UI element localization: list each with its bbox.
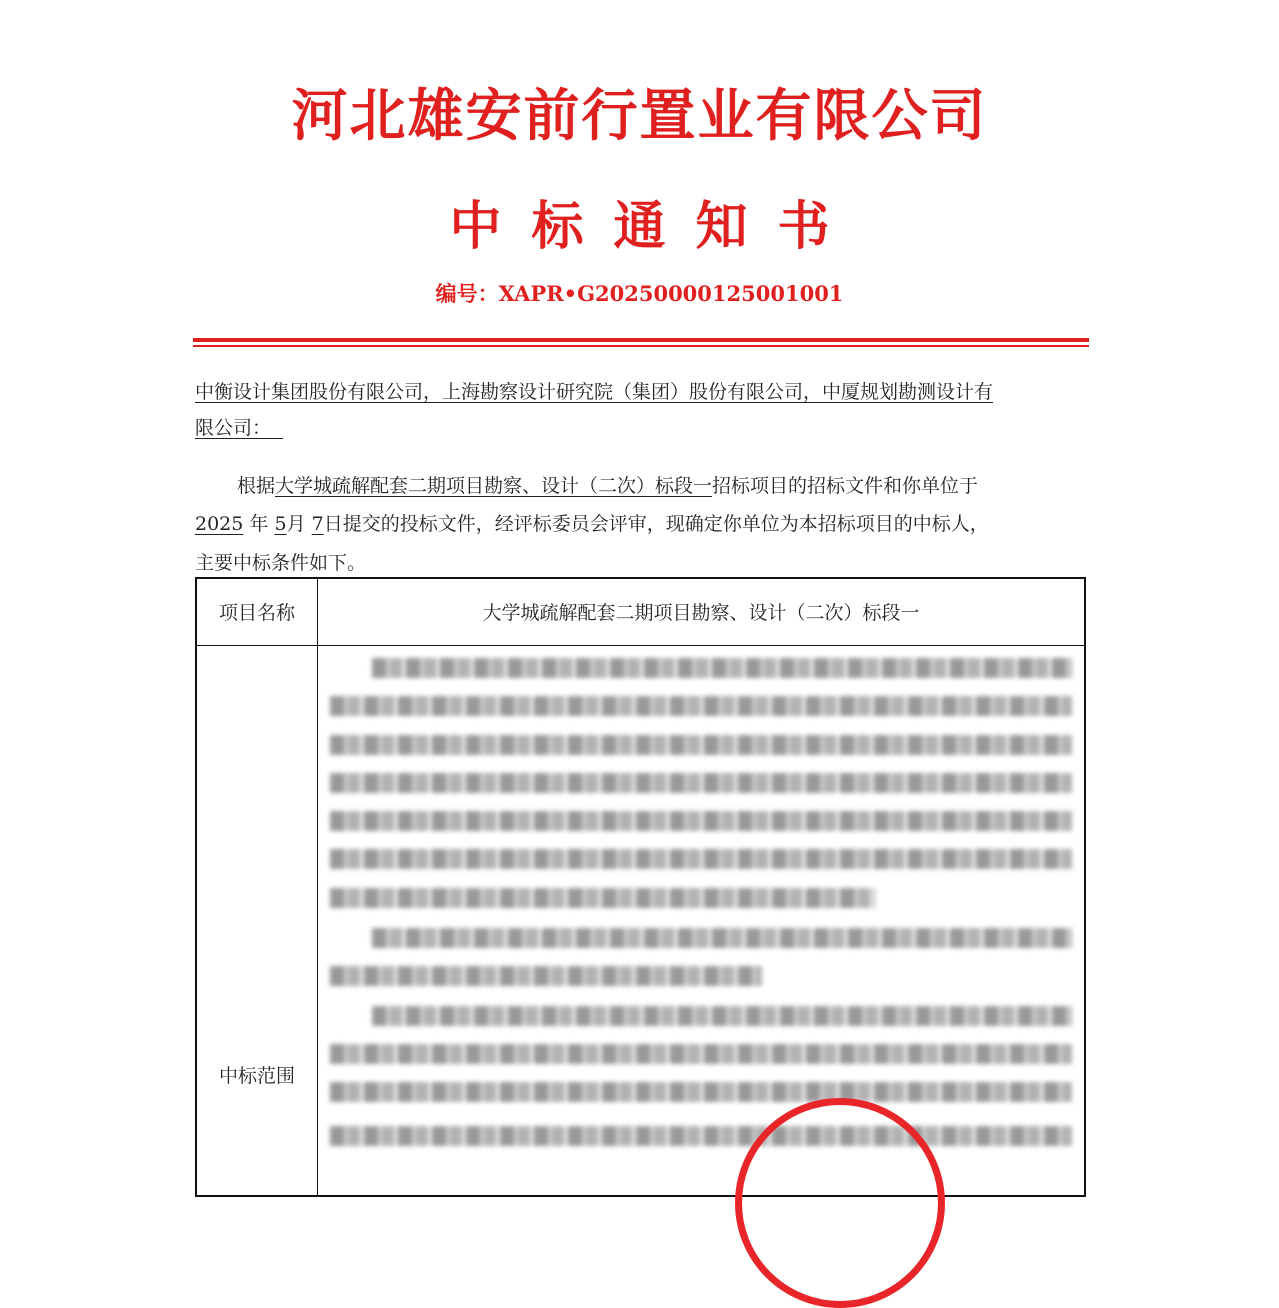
month: 5: [274, 513, 287, 535]
document-number-value: XAPR•G20250000125001001: [498, 281, 844, 306]
day: 7: [311, 513, 324, 535]
redacted-line: [330, 735, 1072, 755]
redacted-line: [330, 888, 875, 908]
label-award-scope: 中标范围: [196, 645, 318, 1196]
company-seal-stamp: [735, 1098, 945, 1308]
redacted-line: [330, 696, 1072, 716]
document-title: 中标通知书: [449, 196, 860, 257]
company-name: 河北雄安前行置业有限公司: [291, 83, 988, 149]
text: 月: [286, 513, 306, 535]
recipient-line-1: 中衡设计集团股份有限公司，上海勘察设计研究院（集团）股份有限公司，中厦规划勘测设计有: [195, 381, 994, 403]
recipient-text: 限公司：: [195, 417, 272, 439]
redacted-line: [330, 966, 762, 986]
redacted-line: [330, 1126, 1072, 1146]
text: 日提交的投标文件，经评标委员会评审，现确定你单位为本招标项目的中标人，: [323, 513, 989, 535]
label-project-name: 项目名称: [196, 578, 318, 645]
header-rule-thin: [193, 345, 1089, 347]
text: 根据: [237, 475, 276, 497]
redacted-line: [372, 1006, 1072, 1026]
project-name: 大学城疏解配套二期项目勘察、设计（二次）标段一: [275, 475, 713, 497]
document-number-label: 编号：: [435, 281, 499, 306]
text: 年: [249, 513, 269, 535]
text: 招标项目的招标文件和你单位于: [712, 475, 979, 497]
body-line-2: [195, 509, 989, 536]
redacted-line: [372, 928, 1072, 948]
redacted-line: [330, 1044, 1072, 1064]
redacted-line: [330, 849, 1072, 869]
redacted-line: [330, 811, 1072, 831]
recipient-line-2: [195, 413, 283, 440]
redacted-line: [330, 1082, 1072, 1102]
value-project-name: 大学城疏解配套二期项目勘察、设计（二次）标段一: [318, 578, 1086, 645]
year: 2025: [195, 513, 244, 535]
header-rule-thick: [193, 338, 1089, 342]
body-line-3: 主要中标条件如下。: [195, 552, 367, 574]
value-award-scope-redacted: [318, 645, 1086, 1196]
document-number: [0, 278, 1279, 308]
redacted-line: [330, 773, 1072, 793]
redacted-line: [372, 658, 1072, 678]
body-line-1: [237, 471, 978, 498]
